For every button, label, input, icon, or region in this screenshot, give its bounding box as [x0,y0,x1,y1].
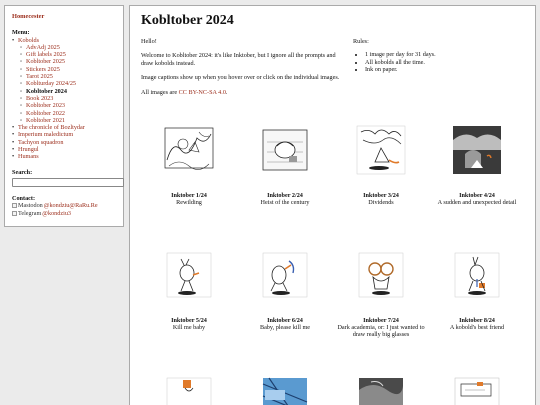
gallery-card[interactable] [333,361,429,405]
intro-welcome: Welcome to Kobltober 2024: it's like Inktober, but I ignore all the prompts and draw kobolds instead. [141,52,336,67]
license-suffix: . [225,88,228,96]
gallery-card[interactable] [141,361,237,405]
mastodon-handle-link[interactable]: @kondziu@RaRu.Re [43,202,98,210]
contact-telegram [12,210,118,217]
mastodon-icon-alt: Mastodon [18,202,43,210]
menu-heading: Menu: [12,29,30,37]
gallery-card[interactable] [429,361,525,405]
menu-link-imperium[interactable]: Imperium maledictum [18,131,74,139]
search-input[interactable] [12,178,124,187]
kobold-sudden-detail-drawing [447,120,507,180]
card-caption: Rewilding [176,199,202,207]
contact-heading: Contact: [12,194,36,202]
rules-list [353,51,436,73]
kobold-drawing-thumbnail[interactable] [255,245,315,305]
gallery-card[interactable] [237,111,333,236]
card-title: Inktober 1/24 [171,192,207,200]
contact-list [12,202,118,217]
submenu-link-gift-labels-2025[interactable]: Gift labels 2025 [26,51,66,59]
card-title: Inktober 6/24 [267,317,303,325]
submenu-kobolds [18,44,118,124]
submenu-link-kobltober-2022[interactable]: Kobltober 2022 [26,109,66,117]
contact-mastodon [12,202,118,209]
kobold-drawing-thumbnail[interactable] [159,370,219,405]
submenu-current-kobltober-2024: Kobltober 2024 [26,87,67,95]
mastodon-icon [12,203,17,208]
kobold-drawing-10 [255,370,315,405]
submenu-link-tarot-2025[interactable]: Tarot 2025 [26,73,53,81]
kobold-drawing-thumbnail[interactable] [447,370,507,405]
gallery-card[interactable] [429,236,525,361]
card-caption: Dividends [368,199,394,207]
kobold-kill-me-baby-drawing [159,245,219,305]
card-title: Inktober 4/24 [459,192,495,200]
menu-item-kobolds [18,37,118,125]
rule-item: • All kobolds all the time. [365,59,436,66]
submenu-item [26,51,118,58]
kobold-drawing-thumbnail[interactable] [255,120,315,180]
menu-list [10,37,118,161]
main-content [129,5,536,405]
kobold-best-friend-drawing [447,245,507,305]
rule-item: • 1 image per day for 31 days. [365,51,436,58]
kobold-drawing-thumbnail[interactable] [351,370,411,405]
telegram-icon [12,211,17,216]
card-title: Inktober 8/24 [459,317,495,325]
gallery-card[interactable] [237,236,333,361]
submenu-link-kobltober-2021[interactable]: Kobltober 2021 [26,116,66,124]
gallery-card[interactable] [333,111,429,236]
kobold-drawing-thumbnail[interactable] [255,370,315,405]
kobold-drawing-thumbnail[interactable] [159,120,219,180]
submenu-link-kobltober-2023[interactable]: Kobltober 2023 [26,102,66,110]
page-title: Kobltober 2024 [141,13,234,28]
gallery-card[interactable] [429,111,525,236]
menu-link-kobolds[interactable]: Kobolds [18,36,39,44]
card-caption: Heist of the century [260,199,310,207]
submenu-link-koblturday-2024-25[interactable]: Koblturday 2024/25 [26,80,77,88]
kobold-drawing-thumbnail[interactable] [351,120,411,180]
submenu-link-book-2023[interactable]: Book 2023 [26,94,54,102]
kobold-drawing-11 [351,370,411,405]
menu-item [18,146,118,153]
menu-link-chronicle[interactable]: The chronicle of Bozltydar [18,124,85,132]
kobold-please-kill-me-drawing [255,245,315,305]
menu-item [18,124,118,131]
card-caption: Baby, please kill me [259,324,311,332]
kobold-drawing-12 [447,370,507,405]
menu-link-hrungul[interactable]: Hrungul [18,146,39,154]
gallery-card[interactable] [237,361,333,405]
submenu-item [26,73,118,80]
kobold-rewilding-drawing [159,120,219,180]
kobold-big-glasses-drawing [351,245,411,305]
kobold-drawing-thumbnail[interactable] [159,245,219,305]
submenu-item [26,95,118,102]
submenu-link-advadj-2025[interactable]: AdvAdj 2025 [26,43,60,51]
submenu-link-stickers-2025[interactable]: Stickers 2025 [26,65,60,73]
rules-heading: Rules: [353,38,369,45]
menu-item [18,139,118,146]
menu-item [18,131,118,138]
intro-column [141,38,341,103]
submenu-item [26,117,118,124]
menu-link-tachyon[interactable]: Tachyon squadron [18,138,64,146]
submenu-item [26,102,118,109]
kobold-dividends-drawing [351,120,411,180]
site-brand-link[interactable]: Homecester [12,13,45,20]
gallery-card[interactable] [141,111,237,236]
card-title: Inktober 2/24 [267,192,303,200]
kobold-drawing-thumbnail[interactable] [351,245,411,305]
submenu-link-kobltober-2025[interactable]: Kobltober 2025 [26,58,66,66]
kobold-drawing-9 [159,370,219,405]
license-line [141,89,341,96]
submenu-item [26,110,118,117]
intro-captions-note: Image captions show up when you hover over or click on the individual images. [141,74,340,82]
card-title: Inktober 5/24 [171,317,207,325]
intro-greeting: Hello! [141,38,157,45]
license-prefix: All images are [141,88,179,96]
rules-column [341,38,436,103]
card-title: Inktober 3/24 [363,192,399,200]
submenu-item [26,58,118,65]
kobold-drawing-thumbnail[interactable] [447,245,507,305]
card-title: Inktober 7/24 [363,317,399,325]
submenu-item [26,66,118,73]
kobold-drawing-thumbnail[interactable] [447,120,507,180]
submenu-item [26,80,118,87]
search-heading: Search: [12,168,33,176]
gallery-card[interactable] [141,236,237,361]
image-gallery [141,111,524,405]
card-caption: A kobold's best friend [449,324,505,332]
intro-columns [141,38,524,103]
rule-item: • Ink on paper. [365,66,436,73]
gallery-card[interactable] [333,236,429,361]
telegram-icon-alt: Telegram [18,209,42,217]
card-caption: Dark academia, or: I just wanted to draw really big glasses [337,324,425,339]
submenu-item [26,44,118,51]
menu-item [18,153,118,160]
card-caption: Kill me baby [172,324,206,332]
sidebar [4,5,124,227]
kobold-heist-drawing [255,120,315,180]
submenu-item-current [26,88,118,95]
menu-link-humans[interactable]: Humans [18,153,39,161]
card-caption: A sudden and unexpected detail [437,199,517,207]
telegram-handle-link[interactable]: @kondziu3 [42,209,72,217]
license-link[interactable]: CC BY-NC-SA 4.0 [178,88,226,96]
